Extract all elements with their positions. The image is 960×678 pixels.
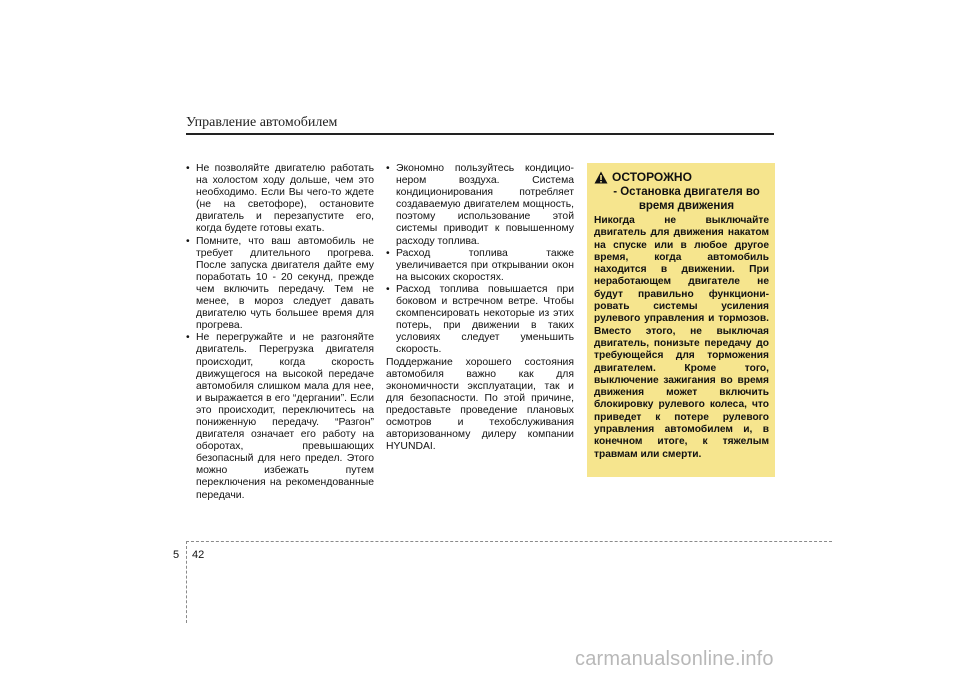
left-column [186,163,374,502]
warning-heading: ОСТОРОЖНО [612,170,692,185]
page-number: 42 [192,549,205,561]
list-item: • Расход топлива также увеличивается при открывании окон на высоких скоростях. [386,248,574,284]
warning-header [594,171,769,184]
footer-dashed-divider [186,541,187,623]
watermark: carmanualsonline.info [575,648,774,670]
middle-bullet-list [386,163,574,357]
warning-subheading: - Остановка двигателя во время движения [613,186,760,212]
list-item: • Экономно пользуйтесь кондицио- нером воздуха. Система кондиционирования потребляет создаваемую двигателем мощность, поэтому использование этой системы приводит к повышенному расходу топлива. [386,163,574,248]
chapter-number: 5 [173,549,180,561]
list-item: • Расход топлива повышается при боковом и встречном ветре. Чтобы скомпенсировать некоторые из этих потерь, при движении в таких условиях следует уменьшить скорость. [386,284,574,357]
page-title: Управление автомобилем [186,115,338,130]
list-item: • Не перегружайте и не разгоняйте двигатель. Перегрузка двигателя происходит, когда скорость движущегося на высокой передаче автомобиля слишком мала для нее, и выражается в его “дергании”. Если это происходит, переключитесь на пониженную передачу. “Разгон” двигателя означает его работу на оборотах, превышающих безопасный для него предел. Этого можно избежать путем переключения на рекомендованные передачи. [186,332,374,501]
maintenance-paragraph: Поддержание хорошего состояния автомобиля важно как для экономичности эксплуатации, так и для безопасности. По этой причине, предоставьте проведение плановых осмотров и техобслуживания авторизованному дилеру компании HYUNDAI. [386,356,574,453]
footer-dashed-rule [186,541,832,542]
list-item: • Помните, что ваш автомобиль не требует длительного прогрева. После запуска двигателя дайте ему поработать 10 - 20 секунд, прежде чем включить передачу. Тем не менее, в мороз следует давать двигателю чуть большее время для прогрева. [186,236,374,333]
warning-body: Никогда не выключайте двигатель для движения накатом на спуске или в любое другое время, когда автомобиль находится в движении. При неработающем двигателе не будут правильно функциони- ровать системы усиления рулевого управления и тормозов. Вместо этого, не выключая двигатель, понизьте передачу до требующейся для торможения двигателем. Кроме того, выключение зажигания во время движения может включить блокировку рулевого колеса, что приведет к потере рулевого управления автомобилем и, в конечном итоге, к тяжелым травмам или смерти. [594,215,769,460]
list-item: • Не позволяйте двигателю работать на холостом ходу дольше, чем это необходимо. Если Вы чего-то ждете (не на светофоре), остановите двигатель и перезапустите его, когда будете готовы ехать. [186,163,374,236]
middle-column [386,163,574,453]
header-rule [186,133,774,135]
warning-box [587,163,775,477]
warning-triangle-icon [594,171,608,184]
left-bullet-list [186,163,374,502]
